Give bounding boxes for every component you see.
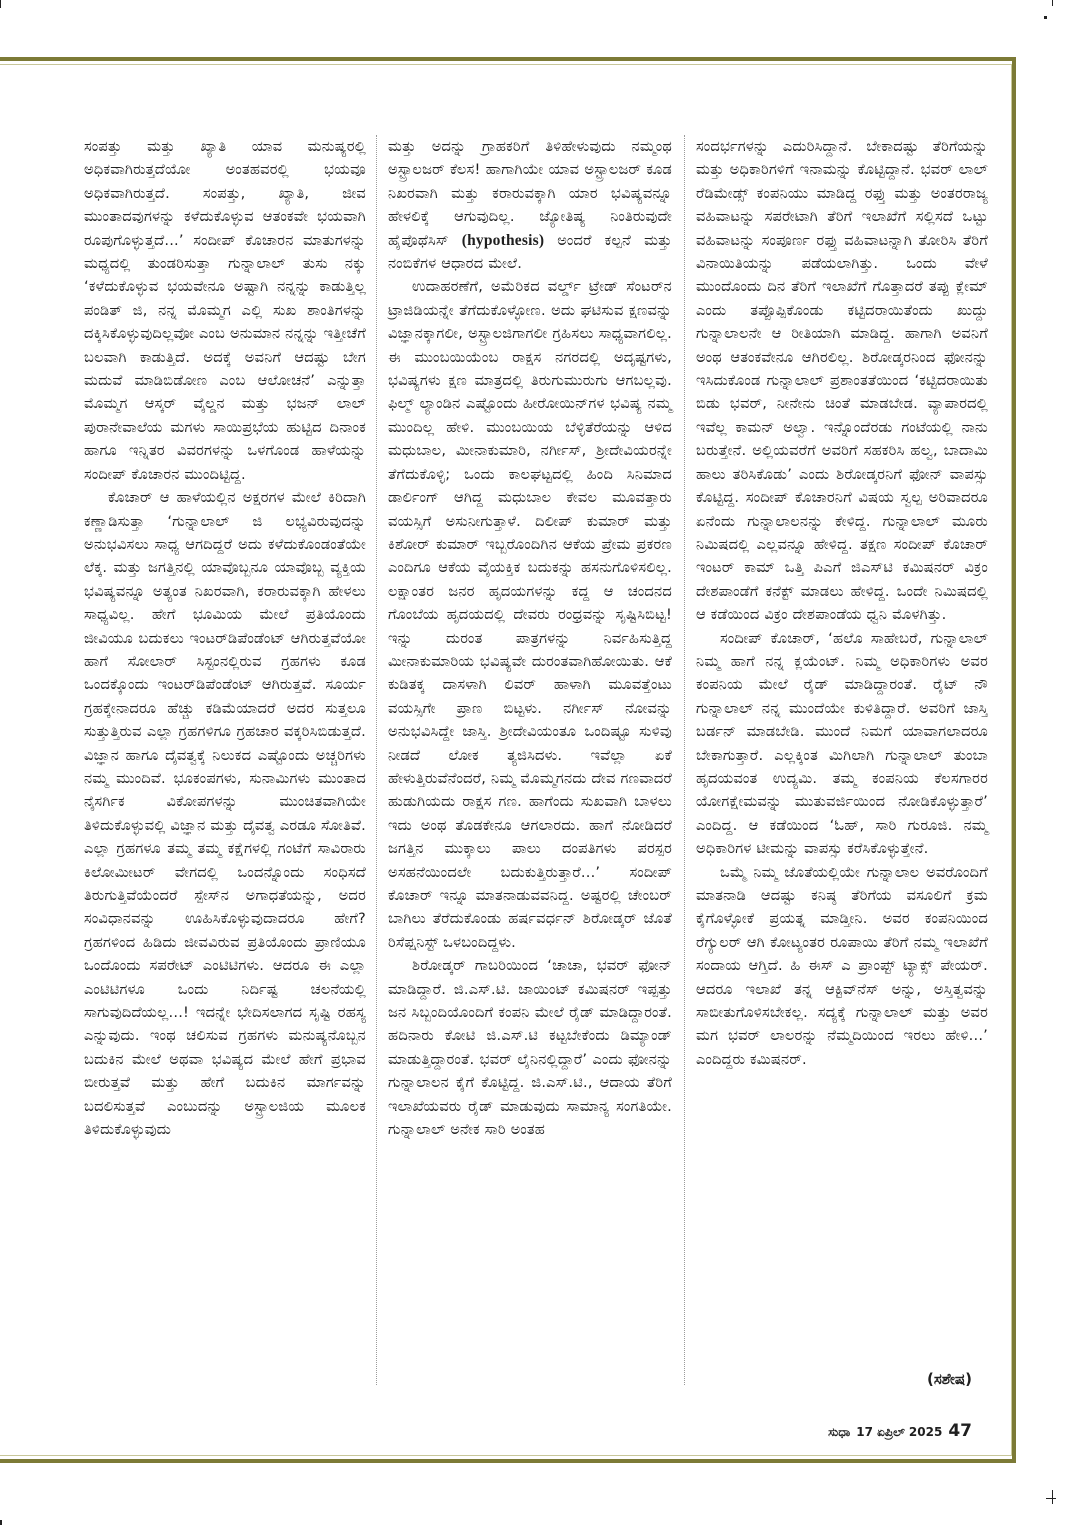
crop-mark	[0, 1520, 2, 1525]
paragraph: ಕೊಚಾರ್ ಆ ಹಾಳೆಯಲ್ಲಿನ ಅಕ್ಷರಗಳ ಮೇಲೆ ಕಿರಿದಾಗಿ ಕಣ್ಣಾಡಿಸುತ್ತಾ ‘ಗುನ್ನಾಲಾಲ್ ಜಿ ಲಭ್ಯವಿರುವುದನ್ನು ಅನುಭವಿಸಲು ಸಾಧ್ಯ ಆಗದಿದ್ದರೆ ಅದು ಕಳೆದುಕೊಂಡಂತೆಯೇ ಲೆಕ್ಕ. ಮತ್ತು ಜಗತ್ತಿನಲ್ಲಿ ಯಾವೊಬ್ಬನೂ ಯಾವೊಬ್ಬ ವ್ಯಕ್ತಿಯ ಭವಿಷ್ಯವನ್ನೂ ಅತ್ಯಂತ ನಿಖರವಾಗಿ, ಕರಾರುವಕ್ಕಾಗಿ ಹೇಳಲು ಸಾಧ್ಯವಿಲ್ಲ. ಹೇಗೆ ಭೂಮಿಯ ಮೇಲೆ ಪ್ರತಿಯೊಂದು ಜೀವಿಯೂ ಬದುಕಲು ಇಂಟರ್‌ಡಿಪೆಂಡೆಂಟ್ ಆಗಿರುತ್ತವೆಯೋ ಹಾಗೆ ಸೋಲಾರ್ ಸಿಸ್ಟಂನಲ್ಲಿರುವ ಗ್ರಹಗಳು ಕೂಡ ಒಂದಕ್ಕೊಂದು ಇಂಟರ್‌ಡಿಪೆಂಡೆಂಟ್ ಆಗಿರುತ್ತವೆ. ಸೂರ್ಯ ಗ್ರಹಕ್ಕೇನಾದರೂ ಹೆಚ್ಚು ಕಡಿಮೆಯಾದರೆ ಅದರ ಸುತ್ತಲೂ ಸುತ್ತುತ್ತಿರುವ ಎಲ್ಲಾ ಗ್ರಹಗಳಿಗೂ ಗ್ರಹಚಾರ ವಕ್ಕರಿಸಿಬಿಡುತ್ತದೆ. ವಿಜ್ಞಾನ ಹಾಗೂ ದೈವತ್ವಕ್ಕೆ ನಿಲುಕದ ಎಷ್ಟೊಂದು ಅಚ್ಚರಿಗಳು ನಮ್ಮ ಮುಂದಿವೆ. ಭೂಕಂಪಗಳು, ಸುನಾಮಿಗಳು ಮುಂತಾದ ನೈಸರ್ಗಿಕ ವಿಕೋಪಗಳನ್ನು ಮುಂಚಿತವಾಗಿಯೇ ತಿಳಿದುಕೊಳ್ಳುವಲ್ಲಿ ವಿಜ್ಞಾನ ಮತ್ತು ದೈವತ್ವ ಎರಡೂ ಸೋತಿವೆ. ಎಲ್ಲಾ ಗ್ರಹಗಳೂ ತಮ್ಮ ತಮ್ಮ ಕಕ್ಷೆಗಳಲ್ಲಿ ಗಂಟೆಗೆ ಸಾವಿರಾರು ಕಿಲೋಮೀಟರ್ ವೇಗದಲ್ಲಿ ಒಂದನ್ನೊಂದು ಸಂಧಿಸದೆ ತಿರುಗುತ್ತಿವೆಯೆಂದರೆ ಸ್ಪೇಸ್‌ನ ಅಗಾಧತೆಯನ್ನು, ಅದರ ಸಂವಿಧಾನವನ್ನು ಊಹಿಸಿಕೊಳ್ಳುವುದಾದರೂ ಹೇಗೆ? ಗ್ರಹಗಳಿಂದ ಹಿಡಿದು ಜೀವವಿರುವ ಪ್ರತಿಯೊಂದು ಪ್ರಾಣಿಯೂ ಒಂದೊಂದು ಸಪರೇಟ್ ಎಂಟಿಟಿಗಳು. ಆದರೂ ಈ ಎಲ್ಲಾ ಎಂಟಿಟಿಗಳೂ ಒಂದು ನಿರ್ದಿಷ್ಟ ಚಲನೆಯಲ್ಲಿ ಸಾಗುವುದಿದೆಯಲ್ಲ...! ಇದನ್ನೇ ಭೇದಿಸಲಾಗದ ಸೃಷ್ಟಿ ರಹಸ್ಯ ಎನ್ನುವುದು. ಇಂಥ ಚಲಿಸುವ ಗ್ರಹಗಳು ಮನುಷ್ಯನೊಬ್ಬನ ಬದುಕಿನ ಮೇಲೆ ಅಥವಾ ಭವಿಷ್ಯದ ಮೇಲೆ ಹೇಗೆ ಪ್ರಭಾವ ಬೀರುತ್ತವೆ ಮತ್ತು ಹೇಗೆ ಬದುಕಿನ ಮಾರ್ಗವನ್ನು ಬದಲಿಸುತ್ತವೆ ಎಂಬುದನ್ನು ಅಸ್ಟ್ರಾಲಜಿಯ ಮೂಲಕ ತಿಳಿದುಕೊಳ್ಳುವುದು	[84, 489, 366, 1139]
crop-mark	[0, 0, 1, 8]
column-divider	[376, 135, 377, 1385]
page-number: 47	[948, 1421, 972, 1441]
crop-mark	[1052, 0, 1053, 6]
article-column-3	[696, 135, 988, 1071]
crop-mark	[1044, 16, 1047, 19]
paragraph-text: ಮತ್ತು ಅದನ್ನು ಗ್ರಾಹಕರಿಗೆ ತಿಳಿಹೇಳುವುದು ನಮ್ಮಂಥ ಅಸ್ಟ್ರಾಲಜರ್ ಕೆಲಸ! ಹಾಗಾಗಿಯೇ ಯಾವ ಅಸ್ಟ್ರಾಲಜರ್ ಕೂಡ ನಿಖರವಾಗಿ ಮತ್ತು ಕರಾರುವಕ್ಕಾಗಿ ಯಾರ ಭವಿಷ್ಯವನ್ನೂ ಹೇಳಲಿಕ್ಕೆ ಆಗುವುದಿಲ್ಲ. ಜ್ಯೋತಿಷ್ಯ ನಿಂತಿರುವುದೇ ಹೈಪೊಥೆಸಿಸ್	[388, 138, 672, 249]
continued-label: (ಸಶೇಷ)	[926, 1370, 972, 1388]
english-term: (hypothesis)	[461, 231, 545, 249]
paragraph: ಸಂಪತ್ತು ಮತ್ತು ಖ್ಯಾತಿ ಯಾವ ಮನುಷ್ಯರಲ್ಲಿ ಅಧಿಕವಾಗಿರುತ್ತದೆಯೋ ಅಂತಹವರಲ್ಲಿ ಭಯವೂ ಅಧಿಕವಾಗಿರುತ್ತದೆ. ಸಂಪತ್ತು, ಖ್ಯಾತಿ, ಜೀವ ಮುಂತಾದವುಗಳನ್ನು ಕಳೆದುಕೊಳ್ಳುವ ಆತಂಕವೇ ಭಯವಾಗಿ ರೂಪುಗೊಳ್ಳುತ್ತದೆ...’ ಸಂದೀಪ್ ಕೊಚಾರನ ಮಾತುಗಳನ್ನು ಮಧ್ಯದಲ್ಲಿ ತುಂಡರಿಸುತ್ತಾ ಗುನ್ನಾಲಾಲ್ ತುಸು ನಕ್ಕು ‘ಕಳೆದುಕೊಳ್ಳುವ ಭಯವೇನೂ ಅಷ್ಟಾಗಿ ನನ್ನನ್ನು ಕಾಡುತ್ತಿಲ್ಲ ಪಂಡಿತ್ ಜಿ, ನನ್ನ ಮೊಮ್ಮಗ ಎಲ್ಲಿ ಸುಖ ಶಾಂತಿಗಳನ್ನು ದಕ್ಕಿಸಿಕೊಳ್ಳುವುದಿಲ್ಲವೋ ಎಂಬ ಅನುಮಾನ ನನ್ನನ್ನು ಇತ್ತೀಚೆಗೆ ಬಲವಾಗಿ ಕಾಡುತ್ತಿದೆ. ಅದಕ್ಕೆ ಅವನಿಗೆ ಆದಷ್ಟು ಬೇಗ ಮದುವೆ ಮಾಡಿಬಿಡೋಣ ಎಂಬ ಆಲೋಚನೆ’ ಎನ್ನುತ್ತಾ ಮೊಮ್ಮಗ ಆಸ್ಕರ್ ವೈಲ್ಡನ ಮತ್ತು ಭಜನ್ ಲಾಲ್ ಪುರಾನೇವಾಲೆಯ ಮಗಳು ಸಾಯಿಪ್ರಭೆಯ ಹುಟ್ಟಿದ ದಿನಾಂಕ ಹಾಗೂ ಇನ್ನಿತರ ವಿವರಗಳನ್ನು ಒಳಗೊಂಡ ಹಾಳೆಯನ್ನು ಸಂದೀಪ್ ಕೊಚಾರನ ಮುಂದಿಟ್ಟಿದ್ದ.	[84, 138, 366, 483]
magazine-name: ಸುಧಾ	[828, 1425, 851, 1439]
column-divider	[684, 135, 685, 1385]
paragraph: ಒಮ್ಮೆ ನಿಮ್ಮ ಜೊತೆಯಲ್ಲಿಯೇ ಗುನ್ನಾಲಾಲ ಅವರೊಂದಿಗೆ ಮಾತನಾಡಿ ಆದಷ್ಟು ಕನಿಷ್ಠ ತೆರಿಗೆಯ ವಸೂಲಿಗೆ ಕ್ರಮ ಕೈಗೊಳ್ಳೋಕೆ ಪ್ರಯತ್ನ ಮಾಡ್ತೀನಿ. ಅವರ ಕಂಪನಿಯಿಂದ ರೆಗ್ಯುಲರ್ ಆಗಿ ಕೋಟ್ಯಂತರ ರೂಪಾಯಿ ತೆರಿಗೆ ನಮ್ಮ ಇಲಾಖೆಗೆ ಸಂದಾಯ ಆಗ್ತಿದೆ. ಹಿ ಈಸ್ ಎ ಪ್ರಾಂಪ್ಟ್ ಟ್ಯಾಕ್ಸ್ ಪೇಯರ್. ಆದರೂ ಇಲಾಖೆ ತನ್ನ ಆಕ್ಟಿವ್‌ನೆಸ್ ಅನ್ನು, ಅಸ್ತಿತ್ವವನ್ನು ಸಾಬೀತುಗೊಳಿಸಬೇಕಲ್ಲ. ಸದ್ಯಕ್ಕೆ ಗುನ್ನಾಲಾಲ್ ಮತ್ತು ಅವರ ಮಗ ಭವರ್ ಲಾಲರನ್ನು ನೆಮ್ಮದಿಯಿಂದ ಇರಲು ಹೇಳಿ...’ ಎಂದಿದ್ದರು ಕಮಿಷನರ್.	[696, 863, 988, 1068]
article-column-1	[84, 135, 366, 1141]
paragraph: ಸಂದರ್ಭಗಳನ್ನು ಎದುರಿಸಿದ್ದಾನೆ. ಬೇಕಾದಷ್ಟು ತೆರಿಗೆಯನ್ನು ಮತ್ತು ಅಧಿಕಾರಿಗಳಿಗೆ ಇನಾಮನ್ನು ಕೊಟ್ಟಿದ್ದಾನೆ. ಭವರ್ ಲಾಲ್ ರೆಡಿಮೇಡ್ಸ್ ಕಂಪನಿಯು ಮಾಡಿದ್ದ ರಫ್ತು ಮತ್ತು ಅಂತರರಾಜ್ಯ ವಹಿವಾಟನ್ನು ಸಪರೇಟಾಗಿ ತೆರಿಗೆ ಇಲಾಖೆಗೆ ಸಲ್ಲಿಸದೆ ಒಟ್ಟು ವಹಿವಾಟನ್ನು ಸಂಪೂರ್ಣ ರಫ್ತು ವಹಿವಾಟನ್ನಾಗಿ ತೋರಿಸಿ ತೆರಿಗೆ ವಿನಾಯಿತಿಯನ್ನು ಪಡೆಯಲಾಗಿತ್ತು. ಒಂದು ವೇಳೆ ಮುಂದೊಂದು ದಿನ ತೆರಿಗೆ ಇಲಾಖೆಗೆ ಗೊತ್ತಾದರೆ ತಪ್ಪು ಕ್ಲೇಮ್ ಎಂದು ತಪ್ಪೊಪ್ಪಿಕೊಂಡು ಕಟ್ಟಿದರಾಯಿತೆಂದು ಖುದ್ದು ಗುನ್ನಾಲಾಲನೇ ಆ ರೀತಿಯಾಗಿ ಮಾಡಿದ್ದ. ಹಾಗಾಗಿ ಅವನಿಗೆ ಅಂಥ ಆತಂಕವೇನೂ ಆಗಿರಲಿಲ್ಲ. ಶಿರೋಡ್ಕರನಿಂದ ಫೋನನ್ನು ಇಸಿದುಕೊಂಡ ಗುನ್ನಾಲಾಲ್ ಪ್ರಶಾಂತತೆಯಿಂದ ‘ಕಟ್ಟಿದರಾಯಿತು ಬಿಡು ಭವರ್, ನೀನೇನು ಚಿಂತೆ ಮಾಡಬೇಡ. ವ್ಯಾಪಾರದಲ್ಲಿ ಇವೆಲ್ಲ ಕಾಮನ್ ಅಲ್ವಾ. ಇನ್ನೊಂದೆರಡು ಗಂಟೆಯಲ್ಲಿ ನಾನು ಬರುತ್ತೇನೆ. ಅಲ್ಲಿಯವರೆಗೆ ಅವರಿಗೆ ಸಹಕರಿಸಿ ಹಲ್ವ, ಬಾದಾಮಿ ಹಾಲು ತರಿಸಿಕೊಡು’ ಎಂದು ಶಿರೋಡ್ಕರನಿಗೆ ಫೋನ್ ವಾಪಸ್ಸು ಕೊಟ್ಟಿದ್ದ. ಸಂದೀಪ್ ಕೊಚಾರನಿಗೆ ವಿಷಯ ಸ್ವಲ್ಪ ಅರಿವಾದರೂ ಏನೆಂದು ಗುನ್ನಾಲಾಲನನ್ನು ಕೇಳಿದ್ದ. ಗುನ್ನಾಲಾಲ್ ಮೂರು ನಿಮಿಷದಲ್ಲಿ ಎಲ್ಲವನ್ನೂ ಹೇಳಿದ್ದ. ತಕ್ಷಣ ಸಂದೀಪ್ ಕೊಚಾರ್ ಇಂಟರ್ ಕಾಮ್ ಒತ್ತಿ ಪಿಎಗೆ ಜಿಎಸ್‌ಟಿ ಕಮಿಷನರ್ ವಿಕ್ರಂ ದೇಶಪಾಂಡೆಗೆ ಕನೆಕ್ಟ್ ಮಾಡಲು ಹೇಳಿದ್ದ. ಒಂದೇ ನಿಮಿಷದಲ್ಲಿ ಆ ಕಡೆಯಿಂದ ವಿಕ್ರಂ ದೇಶಪಾಂಡೆಯ ಧ್ವನಿ ಮೊಳಗಿತ್ತು.	[696, 138, 988, 624]
paragraph-text: ಅಂದರೆ ಕಲ್ಪನೆ ಮತ್ತು ನಂಬಿಕೆಗಳ ಆಧಾರದ ಮೇಲೆ.	[388, 231, 672, 273]
paragraph: ಸಂದೀಪ್ ಕೊಚಾರ್, ‘ಹಲೊ ಸಾಹೇಬರೆ, ಗುನ್ನಾಲಾಲ್ ನಿಮ್ಮ ಹಾಗೆ ನನ್ನ ಕ್ಲಯೆಂಟ್. ನಿಮ್ಮ ಅಧಿಕಾರಿಗಳು ಅವರ ಕಂಪನಿಯ ಮೇಲೆ ರೈಡ್ ಮಾಡಿದ್ದಾರಂತೆ. ರೈಟ್ ನೌ ಗುನ್ನಾಲಾಲ್ ನನ್ನ ಮುಂದೆಯೇ ಕುಳಿತಿದ್ದಾರೆ. ಅವರಿಗೆ ಜಾಸ್ತಿ ಬರ್ಡನ್ ಮಾಡಬೇಡಿ. ಮುಂದೆ ನಿಮಗೆ ಯಾವಾಗಲಾದರೂ ಬೇಕಾಗುತ್ತಾರೆ. ಎಲ್ಲಕ್ಕಿಂತ ಮಿಗಿಲಾಗಿ ಗುನ್ನಾಲಾಲ್ ತುಂಬಾ ಹೃದಯವಂತ ಉದ್ಯಮಿ. ತಮ್ಮ ಕಂಪನಿಯ ಕೆಲಸಗಾರರ ಯೋಗಕ್ಷೇಮವನ್ನು ಮುತುವರ್ಜಿಯಿಂದ ನೋಡಿಕೊಳ್ಳುತ್ತಾರೆ’ ಎಂದಿದ್ದ. ಆ ಕಡೆಯಿಂದ ‘ಓಹ್, ಸಾರಿ ಗುರೂಜಿ. ನಮ್ಮ ಅಧಿಕಾರಿಗಳ ಟೀಮನ್ನು ವಾಪಸ್ಸು ಕರೆಸಿಕೊಳ್ಳುತ್ತೇನೆ.	[696, 629, 988, 858]
article-column-2	[388, 135, 672, 1141]
issue-date: 17 ಏಪ್ರಿಲ್ 2025	[856, 1425, 943, 1439]
crop-mark	[1052, 1490, 1053, 1504]
crop-mark	[1046, 1498, 1056, 1499]
paragraph: ಉದಾಹರಣೆಗೆ, ಅಮೆರಿಕದ ವರ್ಲ್ಡ್ ಟ್ರೇಡ್ ಸೆಂಟರ್‌ನ ಟ್ರಾಜಿಡಿಯನ್ನೇ ತೆಗೆದುಕೊಳ್ಳೋಣ. ಅದು ಘಟಿಸುವ ಕ್ಷಣವನ್ನು ವಿಜ್ಞಾನಕ್ಕಾಗಲೀ, ಅಸ್ಟ್ರಾಲಜಿಗಾಗಲೀ ಗ್ರಹಿಸಲು ಸಾಧ್ಯವಾಗಲಿಲ್ಲ. ಈ ಮುಂಬಯಿಯೆಂಬ ರಾಕ್ಷಸ ನಗರದಲ್ಲಿ ಅದೃಷ್ಟಗಳು, ಭವಿಷ್ಯಗಳು ಕ್ಷಣ ಮಾತ್ರದಲ್ಲಿ ತಿರುಗುಮುರುಗು ಆಗಬಲ್ಲವು. ಫಿಲ್ಮ್ ಲ್ಯಾಂಡಿನ ಎಷ್ಟೊಂದು ಹೀರೋಯಿನ್‌ಗಳ ಭವಿಷ್ಯ ನಮ್ಮ ಮುಂದಿಲ್ಲ ಹೇಳಿ. ಮುಂಬಯಿಯ ಬೆಳ್ಳಿತೆರೆಯನ್ನು ಆಳಿದ ಮಧುಬಾಲ, ಮೀನಾಕುಮಾರಿ, ನರ್ಗೀಸ್, ಶ್ರೀದೇವಿಯರನ್ನೇ ತೆಗೆದುಕೊಳ್ಳಿ; ಒಂದು ಕಾಲಘಟ್ಟದಲ್ಲಿ ಹಿಂದಿ ಸಿನಿಮಾದ ಡಾರ್ಲಿಂಗ್ ಆಗಿದ್ದ ಮಧುಬಾಲ ಕೇವಲ ಮೂವತ್ತಾರು ವಯಸ್ಸಿಗೆ ಅಸುನೀಗುತ್ತಾಳೆ. ದಿಲೀಪ್ ಕುಮಾರ್ ಮತ್ತು ಕಿಶೋರ್ ಕುಮಾರ್ ಇಬ್ಬರೊಂದಿಗಿನ ಆಕೆಯ ಪ್ರೇಮ ಪ್ರಕರಣ ಎಂದಿಗೂ ಆಕೆಯ ವೈಯಕ್ತಿಕ ಬದುಕನ್ನು ಹಸನುಗೊಳಿಸಲಿಲ್ಲ. ಲಕ್ಷಾಂತರ ಜನರ ಹೃದಯಗಳನ್ನು ಕದ್ದ ಆ ಚಂದನದ ಗೊಂಬೆಯ ಹೃದಯದಲ್ಲಿ ದೇವರು ರಂಧ್ರವನ್ನು ಸೃಷ್ಟಿಸಿಬಿಟ್ಟ! ಇನ್ನು ದುರಂತ ಪಾತ್ರಗಳನ್ನು ನಿರ್ವಹಿಸುತ್ತಿದ್ದ ಮೀನಾಕುಮಾರಿಯ ಭವಿಷ್ಯವೇ ದುರಂತವಾಗಿಹೋಯಿತು. ಆಕೆ ಕುಡಿತಕ್ಕ ದಾಸಳಾಗಿ ಲಿವರ್ ಹಾಳಾಗಿ ಮೂವತ್ತೆಂಟು ವಯಸ್ಸಿಗೇ ಪ್ರಾಣ ಬಿಟ್ಟಳು. ನರ್ಗೀಸ್ ನೋವನ್ನು ಅನುಭವಿಸಿದ್ದೇ ಜಾಸ್ತಿ. ಶ್ರೀದೇವಿಯಂತೂ ಒಂದಿಷ್ಟೂ ಸುಳಿವು ನೀಡದೆ ಲೋಕ ತ್ಯಜಿಸಿದಳು. ಇವೆಲ್ಲಾ ಏಕೆ ಹೇಳುತ್ತಿರುವೆನೆಂದರೆ, ನಿಮ್ಮ ಮೊಮ್ಮಗನದು ದೇವ ಗಣವಾದರೆ ಹುಡುಗಿಯದು ರಾಕ್ಷಸ ಗಣ. ಹಾಗೆಂದು ಸುಖವಾಗಿ ಬಾಳಲು ಇದು ಅಂಥ ತೊಡಕೇನೂ ಆಗಲಾರದು. ಹಾಗೆ ನೋಡಿದರೆ ಜಗತ್ತಿನ ಮುಕ್ಕಾಲು ಪಾಲು ದಂಪತಿಗಳು ಪರಸ್ಪರ ಅಸಹನೆಯಿಂದಲೇ ಬದುಕುತ್ತಿರುತ್ತಾರೆ...’ ಸಂದೀಪ್ ಕೊಚಾರ್ ಇನ್ನೂ ಮಾತನಾಡುವವನಿದ್ದ. ಅಷ್ಟರಲ್ಲಿ ಚೇಂಬರ್ ಬಾಗಿಲು ತೆರೆದುಕೊಂಡು ಹರ್ಷವರ್ಧನ್ ಶಿರೋಡ್ಕರ್ ಜೊತೆ ರಿಸೆಪ್ಷನಿಸ್ಟ್ ಒಳಬಂದಿದ್ದಳು.	[388, 278, 672, 951]
paragraph	[388, 135, 672, 275]
paragraph: ಶಿರೋಡ್ಕರ್ ಗಾಬರಿಯಿಂದ ‘ಚಾಚಾ, ಭವರ್ ಫೋನ್ ಮಾಡಿದ್ದಾರೆ. ಜಿ.ಎಸ್.ಟಿ. ಜಾಯಿಂಟ್ ಕಮಿಷನರ್ ಇಪ್ಪತ್ತು ಜನ ಸಿಬ್ಬಂದಿಯೊಂದಿಗೆ ಕಂಪನಿ ಮೇಲೆ ರೈಡ್ ಮಾಡಿದ್ದಾರಂತೆ. ಹದಿನಾರು ಕೋಟಿ ಜಿ.ಎಸ್.ಟಿ ಕಟ್ಟಬೇಕೆಂದು ಡಿಮ್ಯಾಂಡ್ ಮಾಡುತ್ತಿದ್ದಾರಂತೆ. ಭವರ್ ಲೈನಿನಲ್ಲಿದ್ದಾರೆ’ ಎಂದು ಫೋನನ್ನು ಗುನ್ನಾಲಾಲನ ಕೈಗೆ ಕೊಟ್ಟಿದ್ದ. ಜಿ.ಎಸ್.ಟಿ., ಆದಾಯ ತೆರಿಗೆ ಇಲಾಖೆಯವರು ರೈಡ್ ಮಾಡುವುದು ಸಾಮಾನ್ಯ ಸಂಗತಿಯೇ. ಗುನ್ನಾಲಾಲ್ ಅನೇಕ ಸಾರಿ ಅಂತಹ	[388, 957, 672, 1139]
page-footer	[828, 1421, 972, 1441]
